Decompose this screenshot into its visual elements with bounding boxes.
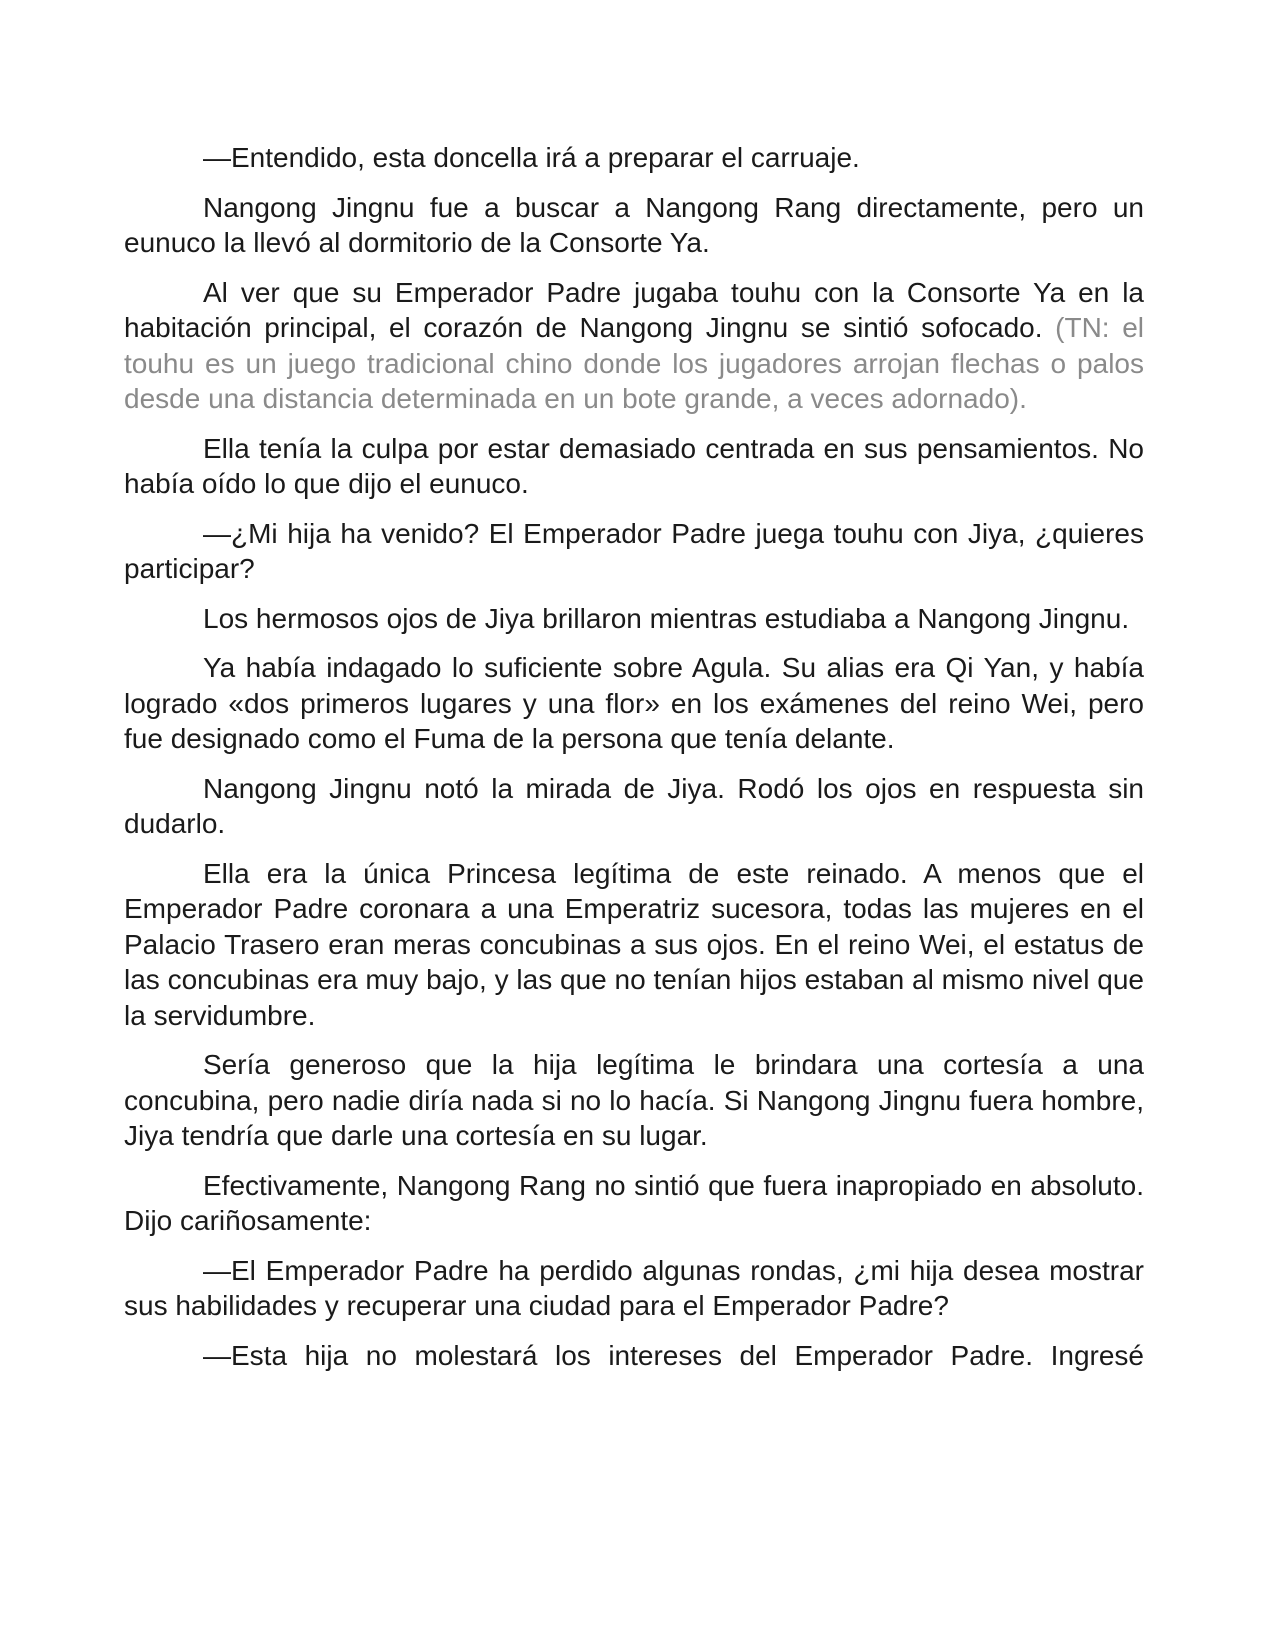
document-page — [124, 140, 1144, 1387]
paragraph: Nangong Jingnu notó la mirada de Jiya. Rodó los ojos en respuesta sin dudarlo. — [124, 772, 1144, 839]
paragraph: Los hermosos ojos de Jiya brillaron mientras estudiaba a Nangong Jingnu. — [203, 602, 1130, 634]
paragraph: Ella tenía la culpa por estar demasiado centrada en sus pensamientos. No había oído lo que dijo el eunuco. — [124, 432, 1144, 499]
paragraph: —Entendido, esta doncella irá a preparar el carruaje. — [203, 142, 860, 173]
translator-note: (TN: el touhu es un juego tradicional chino donde los jugadores arrojan flechas o palos desde una distancia determinada en un bote grande, a veces adornado). — [124, 312, 1145, 414]
paragraph: —¿Mi hija ha venido? El Emperador Padre juega touhu con Jiya, ¿quieres participar? — [124, 517, 1144, 584]
paragraph: Ya había indagado lo suficiente sobre Agula. Su alias era Qi Yan, y había logrado «dos primeros lugares y una flor» en los exámenes del reino Wei, pero fue designado como el Fuma de la persona que tenía delante. — [124, 652, 1144, 754]
paragraph-text: Al ver que su Emperador Padre jugaba touhu con la Consorte Ya en la habitación principal, el corazón de Nangong Jingnu se sintió sofocado. — [124, 276, 1144, 343]
paragraph: Nangong Jingnu fue a buscar a Nangong Rang directamente, pero un eunuco la llevó al dormitorio de la Consorte Ya. — [124, 191, 1144, 258]
paragraph: —El Emperador Padre ha perdido algunas rondas, ¿mi hija desea mostrar sus habilidades y recuperar una ciudad para el Emperador Padre? — [124, 1254, 1144, 1321]
paragraph: Sería generoso que la hija legítima le brindara una cortesía a una concubina, pero nadie diría nada si no lo hacía. Si Nangong Jingnu fuera hombre, Jiya tendría que darle una cortesía en su lugar. — [124, 1049, 1144, 1151]
paragraph: Efectivamente, Nangong Rang no sintió que fuera inapropiado en absoluto. Dijo cariñosamente: — [124, 1169, 1144, 1236]
paragraph-with-note — [124, 275, 1144, 417]
paragraph: Ella era la única Princesa legítima de este reinado. A menos que el Emperador Padre coronara a una Emperatriz sucesora, todas las mujeres en el Palacio Trasero eran meras concubinas a sus ojos. En el reino Wei, el estatus de las concubinas era muy bajo, y las que no tenían hijos estaban al mismo nivel que la servidumbre. — [124, 857, 1144, 1031]
paragraph: —Esta hija no molestará los intereses del Emperador Padre. Ingresé — [203, 1339, 1144, 1371]
